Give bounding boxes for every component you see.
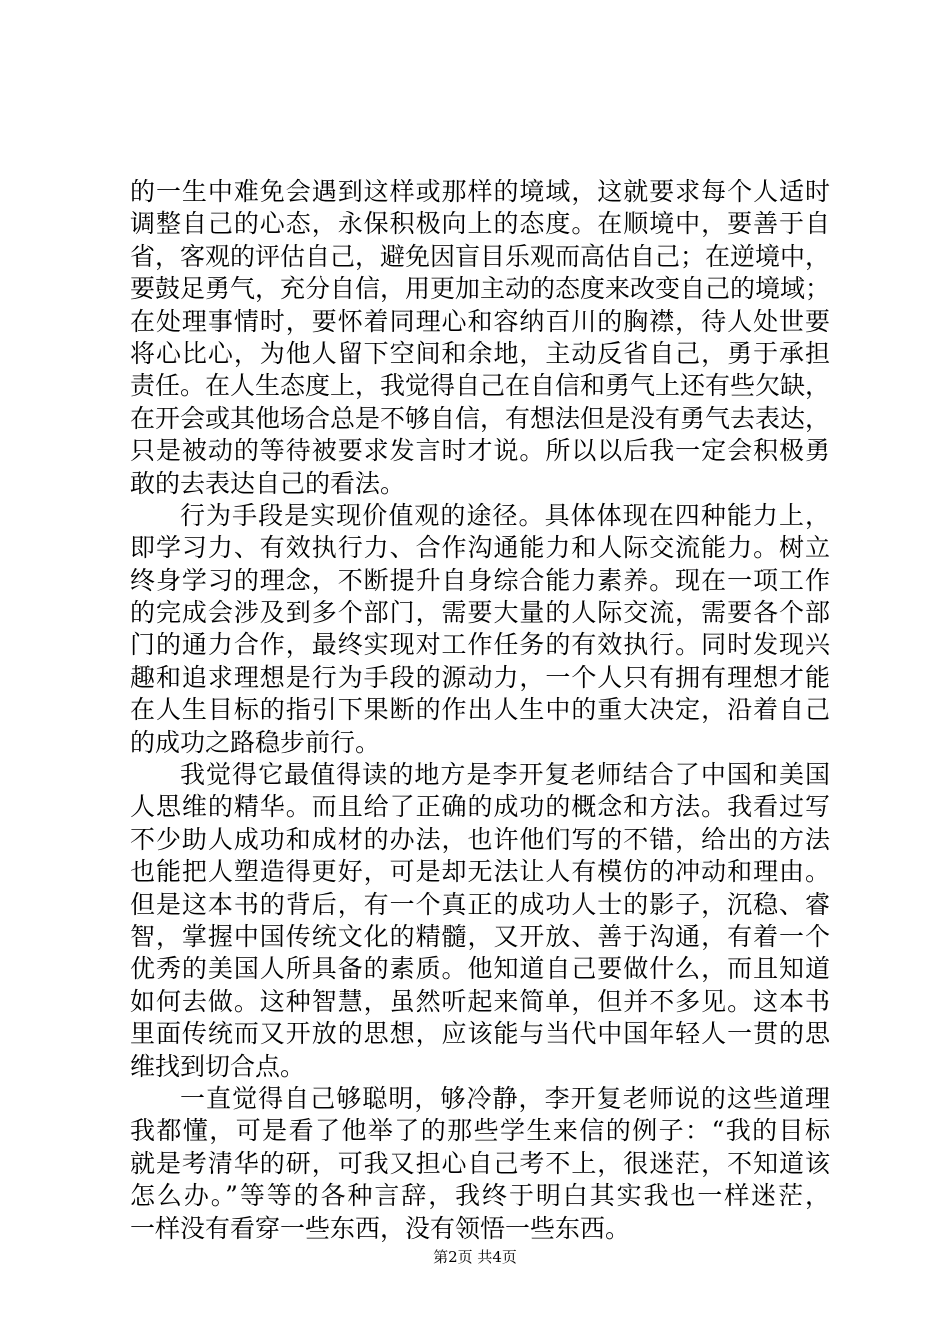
text-line: 将心比心，为他人留下空间和余地，主动反省自己，勇于承担 bbox=[130, 338, 830, 368]
paragraph-1 bbox=[130, 176, 830, 500]
text-line: 怎么办。”等等的各种言辞，我终于明白其实我也一样迷茫， bbox=[130, 1181, 830, 1211]
text-line: 人思维的精华。而且给了正确的成功的概念和方法。我看过写 bbox=[130, 792, 830, 822]
text-line: 要鼓足勇气，充分自信，用更加主动的态度来改变自己的境域； bbox=[130, 274, 831, 304]
text-line: 只是被动的等待被要求发言时才说。所以以后我一定会积极勇 bbox=[130, 436, 830, 466]
paragraph-2 bbox=[130, 500, 830, 759]
text-line: 的完成会涉及到多个部门，需要大量的人际交流，需要各个部 bbox=[130, 598, 830, 628]
text-line: 智，掌握中国传统文化的精髓，又开放、善于沟通，有着一个 bbox=[130, 921, 830, 951]
text-line: 终身学习的理念，不断提升自身综合能力素养。现在一项工作 bbox=[130, 565, 830, 595]
text-line: 一直觉得自己够聪明，够冷静，李开复老师说的这些道理 bbox=[180, 1083, 830, 1113]
text-line: 一样没有看穿一些东西，没有领悟一些东西。 bbox=[130, 1213, 631, 1243]
text-line: 就是考清华的研，可我又担心自己考不上，很迷茫，不知道该 bbox=[130, 1148, 830, 1178]
body-text bbox=[130, 176, 830, 1245]
text-line: 调整自己的心态，永保积极向上的态度。在顺境中，要善于自 bbox=[130, 209, 830, 239]
text-line: 行为手段是实现价值观的途径。具体体现在四种能力上， bbox=[180, 500, 830, 530]
text-line: 责任。在人生态度上，我觉得自己在自信和勇气上还有些欠缺， bbox=[130, 371, 831, 401]
paragraph-3 bbox=[130, 759, 830, 1083]
text-line: 门的通力合作，最终实现对工作任务的有效执行。同时发现兴 bbox=[130, 630, 830, 660]
text-line: 的成功之路稳步前行。 bbox=[130, 727, 381, 757]
text-line: 我觉得它最值得读的地方是李开复老师结合了中国和美国 bbox=[180, 760, 830, 790]
text-line: 也能把人塑造得更好，可是却无法让人有模仿的冲动和理由。 bbox=[130, 857, 830, 887]
text-line: 省，客观的评估自己，避免因盲目乐观而高估自己；在逆境中， bbox=[130, 241, 831, 271]
paragraph-4 bbox=[130, 1083, 830, 1245]
text-line: 敢的去表达自己的看法。 bbox=[130, 468, 406, 498]
text-line: 如何去做。这种智慧，虽然听起来简单，但并不多见。这本书 bbox=[130, 986, 830, 1016]
text-line: 优秀的美国人所具备的素质。他知道自己要做什么，而且知道 bbox=[130, 954, 830, 984]
text-line: 维找到切合点。 bbox=[130, 1051, 306, 1081]
text-line: 即学习力、有效执行力、合作沟通能力和人际交流能力。树立 bbox=[130, 533, 830, 563]
text-line: 趣和追求理想是行为手段的源动力，一个人只有拥有理想才能 bbox=[130, 662, 830, 692]
text-line: 的一生中难免会遇到这样或那样的境域，这就要求每个人适时 bbox=[130, 177, 830, 206]
text-line: 我都懂，可是看了他举了的那些学生来信的例子：“我的目标 bbox=[130, 1116, 830, 1146]
text-line: 在人生目标的指引下果断的作出人生中的重大决定，沿着自己 bbox=[130, 695, 830, 725]
text-line: 但是这本书的背后，有一个真正的成功人士的影子，沉稳、睿 bbox=[130, 889, 830, 919]
text-line: 在处理事情时，要怀着同理心和容纳百川的胸襟，待人处世要 bbox=[130, 306, 830, 336]
text-line: 在开会或其他场合总是不够自信，有想法但是没有勇气去表达， bbox=[130, 403, 831, 433]
text-line: 里面传统而又开放的思想，应该能与当代中国年轻人一贯的思 bbox=[130, 1019, 830, 1049]
text-line: 不少助人成功和成材的办法，也许他们写的不错，给出的方法 bbox=[130, 824, 830, 854]
page-number-footer: 第2页 共4页 bbox=[433, 1248, 517, 1266]
